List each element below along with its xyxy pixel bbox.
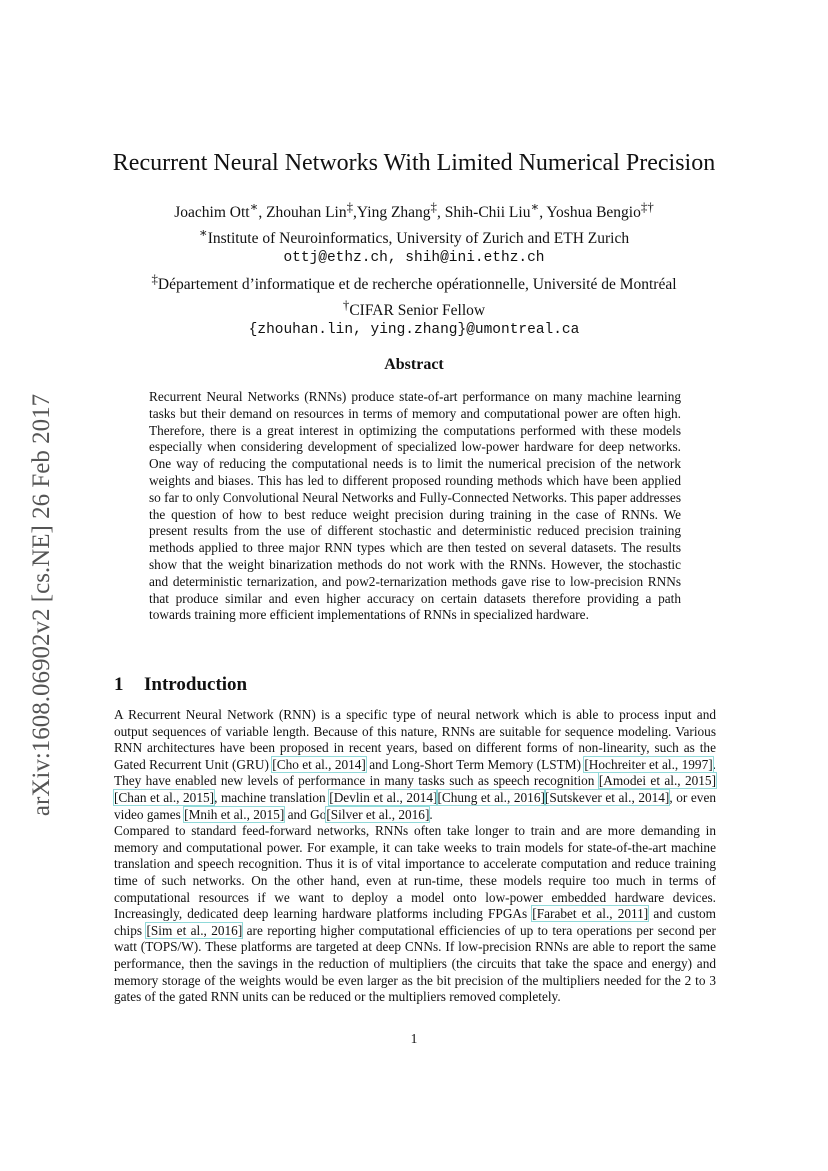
citation-link[interactable]: [Chan et al., 2015] <box>114 789 215 805</box>
affiliation-cifar: †CIFAR Senior Fellow <box>342 296 486 319</box>
introduction-body: A Recurrent Neural Network (RNN) is a specific type of neural network which is able to process input and output sequences of variable length. Because of this nature, RNNs are suitable for sequence modeling. Various RNN architectures have been proposed in recent years, based on different forms of non-linearity, such as the Gated Recurrent Unit (GRU) [Cho et al., 2014] and Long-Short Term Memory (LSTM) [Hochreiter et al., 1997]. They have enabled new levels of performance in many tasks such as speech recognition [Amodei et al., 2015][Chan et al., 2015], machine translation [Devlin et al., 2014][Chung et al., 2016][Sutskever et al., 2014], or even video games [Mnih et al., 2015] and Go[Silver et al., 2016]. Compared to standard feed-forward networks, RNNs often take longer to train and are more demanding in memory and computational power. For example, it can take weeks to train models for state-of-the-art machine translation and speech recognition. Thus it is of vital importance to accelerate computation and reduce training time of such networks. On the other hand, even at run-time, these models require too much in terms of computational resources if we want to deploy a model onto low-power embedded hardware devices. Increasingly, dedicated deep learning hardware platforms including FPGAs [Farabet et al., 2011] and custom chips [Sim et al., 2016] are reporting higher computational efficiencies of up to tera operations per second per watt (TOPS/W). These platforms are targeted at deep CNNs. If low-precision RNNs are able to report the same performance, then the savings in the reduction of multipliers (the circuits that take the space and energy) and memory storage of the weights would be even larger as the bit precision of the multipliers needed for the 2 to 3 gates of the gated RNN units can be reduced or the multipliers removed completely. <box>114 707 717 1005</box>
author-block <box>60 197 768 340</box>
page-number: 1 <box>410 1031 418 1046</box>
email-montreal: {zhouhan.lin, ying.zhang}@umontreal.ca <box>248 321 580 338</box>
arxiv-identifier-text: arXiv:1608.06902v2 [cs.NE] 26 Feb 2017 <box>28 393 55 817</box>
citation-link[interactable]: [Devlin et al., 2014] <box>329 789 438 805</box>
affiliation-zurich: ∗Institute of Neuroinformatics, University of Zurich and ETH Zurich <box>198 224 630 248</box>
section-number: 1 <box>114 674 124 695</box>
citation-link[interactable]: [Cho et al., 2014] <box>272 756 366 772</box>
section-heading <box>114 674 247 696</box>
section-title: Introduction <box>144 674 248 695</box>
author-names: Joachim Ott∗, Zhouhan Lin‡,Ying Zhang‡, Shih-Chii Liu∗, Yoshua Bengio‡† <box>174 199 654 222</box>
citation-link[interactable]: [Hochreiter et al., 1997] <box>584 756 713 772</box>
citation-link[interactable]: [Sim et al., 2016] <box>146 922 243 938</box>
abstract-text: Recurrent Neural Networks (RNNs) produce state-of-art performance on many machine learning tasks but their demand on resources in terms of memory and computational power are often high. Therefore, there is a great interest in optimizing the computations performed with these models especially when considering development of specialized low-power hardware for deep networks. One way of reducing the computational needs is to limit the numerical precision of the network weights and biases. This has led to different proposed rounding methods which have been applied so far to only Convolutional Neural Networks and Fully-Connected Networks. This paper addresses the question of how to best reduce weight precision during training in the case of RNNs. We present results from the use of different stochastic and deterministic reduced precision training methods applied to three major RNN types which are then tested on several datasets. The results show that the weight binarization methods do not work with the RNNs. However, the stochastic and deterministic ternarization, and pow2-ternarization methods gave rise to low-precision RNNs that produce similar and even higher accuracy on certain datasets therefore providing a path towards training more efficient implementations of RNNs in specialized hardware. <box>149 389 681 623</box>
email-zurich: ottj@ethz.ch, shih@ini.ethz.ch <box>283 249 545 266</box>
citation-link[interactable]: [Sutskever et al., 2014] <box>544 789 670 805</box>
abstract-heading: Abstract <box>384 356 444 373</box>
citation-link[interactable]: [Silver et al., 2016] <box>326 806 430 822</box>
paper-title: Recurrent Neural Networks With Limited Numerical Precision <box>112 150 716 176</box>
citation-link[interactable]: [Amodei et al., 2015] <box>598 773 717 789</box>
affiliation-montreal: ‡Département d’informatique et de recherche opérationnelle, Université de Montréal <box>151 270 677 293</box>
citation-link[interactable]: [Farabet et al., 2011] <box>532 906 649 922</box>
citation-link[interactable]: [Chung et al., 2016] <box>437 789 545 805</box>
citation-link[interactable]: [Mnih et al., 2015] <box>184 806 285 822</box>
arxiv-identifier <box>22 355 62 855</box>
